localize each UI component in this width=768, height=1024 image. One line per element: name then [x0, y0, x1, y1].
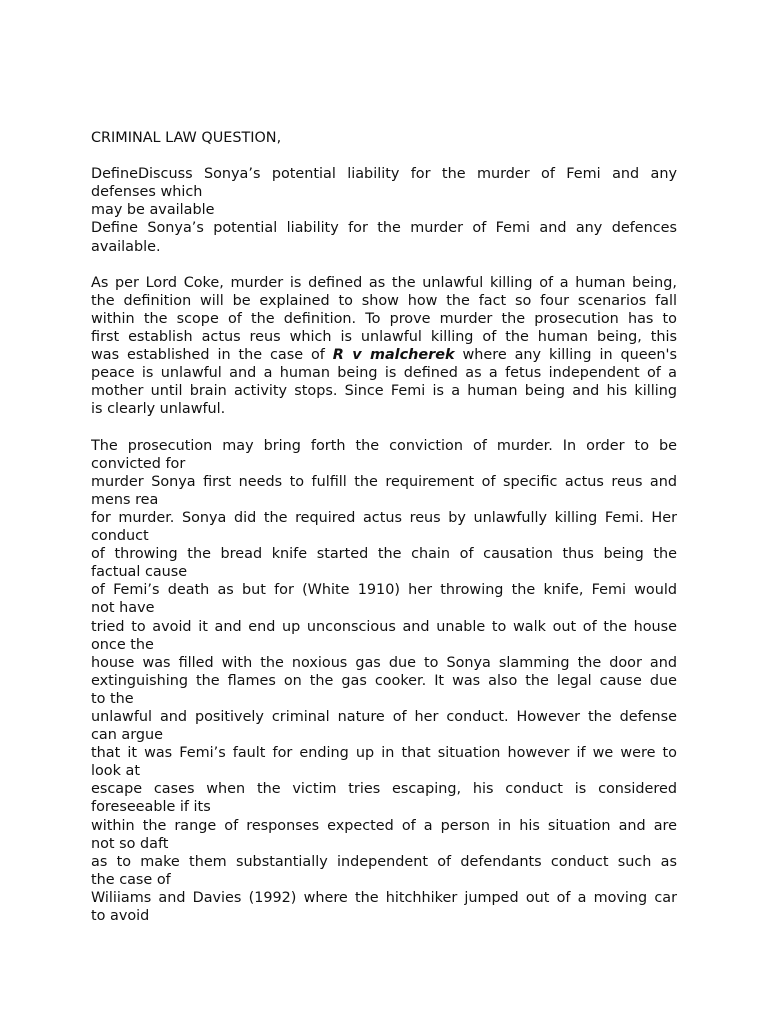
- paragraph-line-continuation: look at: [91, 763, 140, 780]
- paragraph-line-continuation: foreseeable if its: [91, 799, 211, 816]
- paragraph-line: as to make them substantially independent of defendants conduct such as: [91, 853, 677, 870]
- paragraph-line: the definition will be explained to show how the fact so four scenarios fall: [91, 292, 677, 309]
- case-citation: R v malcherek: [332, 347, 455, 364]
- paragraph-line-continuation: not have: [91, 600, 155, 617]
- paragraph-line: within the scope of the definition. To prove murder the prosecution has to: [91, 310, 677, 327]
- paragraph-line: tried to avoid it and end up unconscious and unable to walk out of the house: [91, 618, 677, 635]
- paragraph-line-continuation: conduct: [91, 528, 149, 545]
- question-line: may be available: [91, 202, 215, 219]
- question-line: available.: [91, 238, 161, 255]
- paragraph-line: for murder. Sonya did the required actus reus by unlawfully killing Femi. Her: [91, 509, 677, 526]
- question-line: Define Sonya’s potential liability for the murder of Femi and any defences: [91, 220, 677, 237]
- question-line: DefineDiscuss Sonya’s potential liability for the murder of Femi and any: [91, 166, 677, 183]
- paragraph-2: [91, 437, 677, 926]
- paragraph-line: first establish actus reus which is unlawful killing of the human being, this: [91, 329, 677, 346]
- paragraph-line: is clearly unlawful.: [91, 401, 226, 418]
- document-title: CRIMINAL LAW QUESTION,: [91, 130, 282, 146]
- paragraph-line: As per Lord Coke, murder is defined as the unlawful killing of a human being,: [91, 274, 677, 291]
- paragraph-line-continuation: not so daft: [91, 835, 169, 852]
- blank-line: [91, 147, 677, 165]
- paragraph-line: of Femi’s death as but for (White 1910) her throwing the knife, Femi would: [91, 582, 677, 599]
- text-run: was established in the case of: [91, 347, 325, 364]
- blank-line: [91, 256, 677, 274]
- paragraph-line-continuation: mens rea: [91, 491, 159, 508]
- paragraph-line-continuation: can argue: [91, 727, 164, 744]
- paragraph-line: extinguishing the flames on the gas cooker. It was also the legal cause due: [91, 672, 677, 689]
- paragraph-line: within the range of responses expected of a person in his situation and are: [91, 817, 677, 834]
- blank-line: [91, 419, 677, 437]
- paragraph-line: of throwing the bread knife started the chain of causation thus being the: [91, 546, 677, 563]
- paragraph-line: peace is unlawful and a human being is defined as a fetus independent of a: [91, 365, 677, 382]
- paragraph-line: that it was Femi’s fault for ending up in that situation however if we were to: [91, 745, 677, 762]
- paragraph-line-continuation: convicted for: [91, 455, 186, 472]
- text-run: where any killing in queen's: [462, 347, 677, 364]
- paragraph-line-continuation: the case of: [91, 871, 171, 888]
- paragraph-line: house was filled with the noxious gas due to Sonya slamming the door and: [91, 654, 677, 671]
- paragraph-line: Wiliiams and Davies (1992) where the hitchhiker jumped out of a moving car: [91, 889, 677, 906]
- paragraph-line-continuation: to the: [91, 690, 134, 707]
- paragraph-line-continuation: once the: [91, 636, 154, 653]
- paragraph-line: unlawful and positively criminal nature of her conduct. However the defense: [91, 709, 677, 725]
- paragraph-line-continuation: factual cause: [91, 564, 188, 581]
- paragraph-line: mother until brain activity stops. Since Femi is a human being and his killing: [91, 383, 677, 400]
- paragraph-line: The prosecution may bring forth the conviction of murder. In order to be: [91, 437, 677, 454]
- paragraph-line: murder Sonya first needs to fulfill the requirement of specific actus reus and: [91, 473, 677, 490]
- paragraph-line: escape cases when the victim tries escaping, his conduct is considered: [91, 781, 677, 798]
- question-line: defenses which: [91, 184, 203, 201]
- paragraph-line-continuation: to avoid: [91, 908, 150, 925]
- document-page: [91, 129, 677, 925]
- paragraph-line: [91, 346, 677, 364]
